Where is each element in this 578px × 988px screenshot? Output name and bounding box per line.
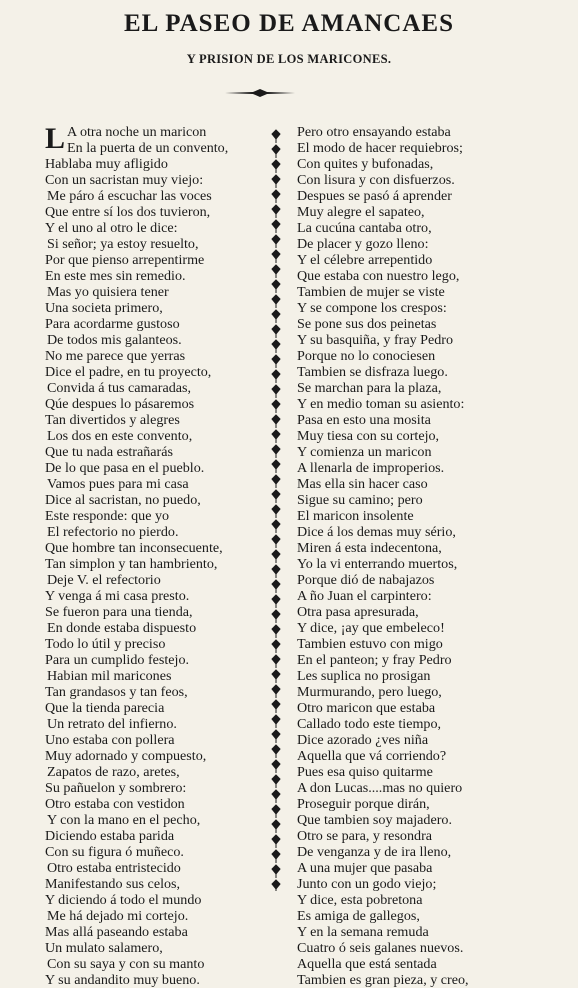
- verse-line: [45, 508, 223, 524]
- verse-line: [45, 844, 223, 860]
- verse-text: La cucúna cantaba otro,: [297, 220, 432, 236]
- fleuron-icon: [272, 820, 280, 833]
- verse-text: Zapatos de razo, aretes,: [47, 764, 180, 780]
- fleuron-icon: [272, 250, 280, 263]
- verse-text: A don Lucas....mas no quiero: [297, 780, 463, 796]
- verse-line: [297, 908, 469, 924]
- verse-text: Y el uno al otro le dice:: [45, 220, 178, 236]
- verse-text: Uno estaba con pollera: [45, 732, 175, 748]
- verse-text: Con un sacristan muy viejo:: [45, 172, 204, 188]
- verse-line: [297, 300, 469, 316]
- fleuron-icon: [272, 235, 280, 248]
- verse-text: No me parece que yerras: [45, 348, 186, 364]
- verse-text: Una societa primero,: [45, 300, 163, 316]
- fleuron-icon: [272, 355, 280, 368]
- verse-text: Este responde: que yo: [45, 508, 170, 524]
- verse-line: [297, 924, 469, 940]
- verse-line: [297, 780, 469, 796]
- verse-line: [297, 540, 469, 556]
- verse-text: Y en medio toman su asiento:: [297, 396, 465, 412]
- verse-line: [45, 860, 223, 876]
- verse-line: [297, 668, 469, 684]
- verse-text: Que tu nada estrañarás: [45, 444, 173, 460]
- verse-line: [45, 364, 223, 380]
- verse-line: [45, 492, 223, 508]
- verse-line: [297, 620, 469, 636]
- verse-line: [297, 732, 469, 748]
- verse-line: [45, 172, 223, 188]
- fleuron-icon: [272, 130, 280, 143]
- fleuron-icon: [272, 625, 280, 638]
- fleuron-icon: [272, 370, 280, 383]
- verse-line: [45, 284, 223, 300]
- verse-line: [297, 124, 469, 140]
- verse-text: Proseguir porque dirán,: [297, 796, 430, 812]
- fleuron-icon: [272, 805, 280, 818]
- verse-text: Vamos pues para mi casa: [47, 476, 189, 492]
- verse-line: [297, 892, 469, 908]
- verse-line: [45, 236, 223, 252]
- fleuron-icon: [272, 880, 280, 891]
- verse-text: De venganza y de ira lleno,: [297, 844, 452, 860]
- verse-text: Y dice, ¡ay que embeleco!: [297, 620, 445, 636]
- verse-text: A ño Juan el carpintero:: [297, 588, 432, 604]
- fleuron-icon: [272, 445, 280, 458]
- verse-line: [45, 684, 223, 700]
- fleuron-icon: [272, 730, 280, 743]
- verse-text: Un mulato salamero,: [45, 940, 163, 956]
- verse-text: Qúe despues lo pásaremos: [45, 396, 195, 412]
- verse-line: [45, 204, 223, 220]
- fleuron-icon: [272, 145, 280, 158]
- fleuron-icon: [272, 400, 280, 413]
- verse-text: Todo lo útil y preciso: [45, 636, 166, 652]
- verse-text: En donde estaba dispuesto: [47, 620, 197, 636]
- verse-line: [45, 924, 223, 940]
- verse-text: Si señor; ya estoy resuelto,: [47, 236, 199, 252]
- verse-line: [297, 700, 469, 716]
- fleuron-icon: [272, 310, 280, 323]
- fleuron-icon: [272, 685, 280, 698]
- verse-line: [45, 460, 223, 476]
- verse-text: En este mes sin remedio.: [45, 268, 186, 284]
- verse-line: [45, 556, 223, 572]
- verse-text: En el panteon; y fray Pedro: [297, 652, 452, 668]
- verse-text: De placer y gozo lleno:: [297, 236, 429, 252]
- verse-text: Se fueron para una tienda,: [45, 604, 193, 620]
- verse-text: Dice azorado ¿ves niña: [297, 732, 429, 748]
- verse-text: Los dos en este convento,: [47, 428, 193, 444]
- verse-text: Con su saya y con su manto: [47, 956, 205, 972]
- verse-line: [45, 604, 223, 620]
- drop-cap: L: [45, 122, 66, 155]
- fleuron-icon: [272, 295, 280, 308]
- verse-text: Muy adornado y compuesto,: [45, 748, 207, 764]
- verse-text: Su pañuelon y sombrero:: [45, 780, 187, 796]
- verse-line: [45, 876, 223, 892]
- verse-text: Y con la mano en el pecho,: [47, 812, 201, 828]
- fleuron-icon: [272, 775, 280, 788]
- verse-line: [45, 300, 223, 316]
- fleuron-icon: [272, 340, 280, 353]
- verse-text: Y su basquiña, y fray Pedro: [297, 332, 454, 348]
- verse-text: Otro maricon que estaba: [297, 700, 436, 716]
- fleuron-icon: [272, 385, 280, 398]
- verse-text: Con su figura ó muñeco.: [45, 844, 184, 860]
- fleuron-icon: [272, 715, 280, 728]
- fleuron-icon: [272, 205, 280, 218]
- verse-text: Con quites y bufonadas,: [297, 156, 434, 172]
- verse-line: [297, 556, 469, 572]
- verse-text: Miren á esta indecentona,: [297, 540, 442, 556]
- verse-text: Hablaba muy afligido: [45, 156, 168, 172]
- verse-line: [45, 220, 223, 236]
- verse-line: [297, 876, 469, 892]
- verse-line: [45, 252, 223, 268]
- verse-text: Otro estaba entristecido: [47, 860, 181, 876]
- verse-text: Junto con un godo viejo;: [297, 876, 437, 892]
- verse-line: [297, 764, 469, 780]
- verse-line: [45, 636, 223, 652]
- verse-line: [45, 540, 223, 556]
- verse-line: [297, 252, 469, 268]
- verse-line: [297, 156, 469, 172]
- verse-line: [45, 748, 223, 764]
- verse-line: [297, 748, 469, 764]
- verse-text: Que estaba con nuestro lego,: [297, 268, 460, 284]
- fleuron-icon: [272, 265, 280, 278]
- verse-text: Para acordarme gustoso: [45, 316, 180, 332]
- verse-text: Y venga á mi casa presto.: [45, 588, 190, 604]
- verse-line: [297, 140, 469, 156]
- fleuron-icon: [272, 325, 280, 338]
- verse-line: [297, 652, 469, 668]
- verse-line: [45, 380, 223, 396]
- verse-text: Que la tienda parecia: [45, 700, 165, 716]
- verse-line: [297, 316, 469, 332]
- verse-line: [45, 972, 223, 988]
- verse-text: Y diciendo á todo el mundo: [45, 892, 202, 908]
- fleuron-icon: [272, 790, 280, 803]
- verse-line: [297, 588, 469, 604]
- fleuron-icon: [272, 175, 280, 188]
- verse-line: [297, 428, 469, 444]
- verse-text: Y el célebre arrepentido: [297, 252, 433, 268]
- vertical-ornament-divider: [266, 126, 286, 891]
- verse-text: Mas allá paseando estaba: [45, 924, 188, 940]
- verse-text: Pues esa quiso quitarme: [297, 764, 433, 780]
- fleuron-icon: [272, 550, 280, 563]
- verse-line: [297, 236, 469, 252]
- verse-line: [297, 172, 469, 188]
- verse-text: Muy tiesa con su cortejo,: [297, 428, 440, 444]
- fleuron-icon: [272, 475, 280, 488]
- verse-line: [45, 956, 223, 972]
- verse-text: Convida á tus camaradas,: [47, 380, 192, 396]
- verse-line: [45, 396, 223, 412]
- poem-right-column: [297, 124, 469, 988]
- verse-line: [297, 492, 469, 508]
- verse-text: Dice al sacristan, no puedo,: [45, 492, 201, 508]
- page-subtitle: Y PRISION DE LOS MARICONES.: [186, 52, 392, 66]
- verse-line: [297, 220, 469, 236]
- verse-line: [45, 188, 223, 204]
- verse-line: [45, 412, 223, 428]
- verse-line: [45, 892, 223, 908]
- verse-text: Otro se para, y resondra: [297, 828, 433, 844]
- verse-text: A una mujer que pasaba: [297, 860, 433, 876]
- verse-line: [297, 508, 469, 524]
- verse-line: [45, 444, 223, 460]
- fleuron-icon: [272, 505, 280, 518]
- verse-text: El modo de hacer requiebros;: [297, 140, 463, 156]
- ornament-rule-icon: [225, 88, 295, 98]
- fleuron-icon: [272, 535, 280, 548]
- fleuron-icon: [272, 190, 280, 203]
- verse-line: [297, 284, 469, 300]
- verse-line: [45, 140, 229, 156]
- verse-line: [45, 348, 223, 364]
- verse-line: [297, 476, 469, 492]
- verse-text: Por que pienso arrepentirme: [45, 252, 205, 268]
- verse-text: Sigue su camino; pero: [297, 492, 423, 508]
- verse-line: [297, 460, 469, 476]
- verse-text: Tambien es gran pieza, y creo,: [297, 972, 469, 988]
- verse-text: Que hombre tan inconsecuente,: [45, 540, 223, 556]
- verse-line: [45, 716, 223, 732]
- fleuron-icon: [272, 490, 280, 503]
- verse-text: De todos mis galanteos.: [47, 332, 182, 348]
- fleuron-icon: [272, 460, 280, 473]
- verse-line: [45, 764, 223, 780]
- verse-text: Yo la vi enterrando muertos,: [297, 556, 458, 572]
- verse-text: El maricon insolente: [297, 508, 414, 524]
- fleuron-icon: [272, 520, 280, 533]
- verse-text: Se marchan para la plaza,: [297, 380, 442, 396]
- fleuron-icon: [272, 700, 280, 713]
- verse-line: [297, 716, 469, 732]
- fleuron-icon: [272, 430, 280, 443]
- fleuron-icon: [272, 640, 280, 653]
- verse-text: El refectorio no pierdo.: [47, 524, 179, 540]
- poem-left-column: [45, 122, 229, 988]
- verse-text: Mas ella sin hacer caso: [297, 476, 428, 492]
- verse-text: A llenarla de improperios.: [297, 460, 445, 476]
- verse-text: Aquella que está sentada: [297, 956, 437, 972]
- verse-line: [45, 268, 223, 284]
- verse-text: Tan simplon y tan hambriento,: [45, 556, 218, 572]
- verse-text: Es amiga de gallegos,: [297, 908, 420, 924]
- fleuron-icon: [272, 595, 280, 608]
- verse-text: Aquella que vá corriendo?: [297, 748, 447, 764]
- verse-line: [297, 844, 469, 860]
- verse-text: Deje V. el refectorio: [47, 572, 161, 588]
- verse-text: Callado todo este tiempo,: [297, 716, 442, 732]
- verse-line: [297, 188, 469, 204]
- verse-text: Un retrato del infierno.: [47, 716, 177, 732]
- fleuron-icon: [272, 220, 280, 233]
- verse-line: [45, 156, 223, 172]
- verse-line: [45, 588, 223, 604]
- verse-line: [297, 828, 469, 844]
- verse-text: Porque no lo conociesen: [297, 348, 436, 364]
- verse-text: Y dice, esta pobretona: [297, 892, 423, 908]
- verse-line: [297, 940, 469, 956]
- verse-text: Mas yo quisiera tener: [47, 284, 169, 300]
- verse-line: [297, 572, 469, 588]
- fleuron-icon: [272, 565, 280, 578]
- verse-text: Cuatro ó seis galanes nuevos.: [297, 940, 464, 956]
- verse-text: Porque dió de nabajazos: [297, 572, 435, 588]
- verse-line: [45, 780, 223, 796]
- verse-text: Muy alegre el sapateo,: [297, 204, 425, 220]
- fleuron-icon: [272, 280, 280, 293]
- verse-text: Tambien se disfraza luego.: [297, 364, 448, 380]
- verse-line: [45, 812, 223, 828]
- verse-line: [45, 796, 223, 812]
- verse-text: Y se compone los crespos:: [297, 300, 447, 316]
- verse-text: Que entre sí los dos tuvieron,: [45, 204, 211, 220]
- verse-line: [45, 620, 223, 636]
- verse-line: [45, 828, 223, 844]
- verse-text: En la puerta de un convento,: [67, 140, 229, 156]
- verse-line: [45, 316, 223, 332]
- verse-line: [297, 348, 469, 364]
- verse-line: [45, 428, 223, 444]
- verse-text: Manifestando sus celos,: [45, 876, 181, 892]
- verse-text: Diciendo estaba parida: [45, 828, 175, 844]
- verse-text: Murmurando, pero luego,: [297, 684, 442, 700]
- verse-line: [297, 684, 469, 700]
- verse-text: Con lisura y con disfuerzos.: [297, 172, 455, 188]
- verse-text: Tan grandasos y tan feos,: [45, 684, 188, 700]
- verse-text: Tan divertidos y alegres: [45, 412, 180, 428]
- fleuron-icon: [272, 835, 280, 848]
- verse-line: [45, 668, 223, 684]
- fleuron-icon: [272, 610, 280, 623]
- verse-text: Pero otro ensayando estaba: [297, 124, 451, 140]
- verse-line: [297, 636, 469, 652]
- verse-line: [297, 364, 469, 380]
- verse-text: Que tambien soy majadero.: [297, 812, 452, 828]
- verse-line: [297, 860, 469, 876]
- verse-line: [297, 380, 469, 396]
- verse-text: Otro estaba con vestidon: [45, 796, 185, 812]
- fleuron-icon: [272, 745, 280, 758]
- verse-text: Me há dejado mi cortejo.: [47, 908, 189, 924]
- verse-text: Tambien de mujer se viste: [297, 284, 445, 300]
- verse-text: Dice el padre, en tu proyecto,: [45, 364, 212, 380]
- verse-text: Para un cumplido festejo.: [45, 652, 190, 668]
- verse-text: Les suplica no prosigan: [297, 668, 431, 684]
- page-title: EL PASEO DE AMANCAES: [123, 10, 454, 37]
- verse-line: [297, 956, 469, 972]
- verse-line: [45, 700, 223, 716]
- verse-line: [297, 444, 469, 460]
- verse-line: [45, 732, 223, 748]
- verse-line: [297, 332, 469, 348]
- verse-text: Y su andandito muy bueno.: [45, 972, 200, 988]
- verse-text: Y comienza un maricon: [297, 444, 432, 460]
- verse-line: [297, 204, 469, 220]
- fleuron-icon: [272, 160, 280, 173]
- verse-line: [297, 796, 469, 812]
- verse-text: Despues se pasó á aprender: [297, 188, 452, 204]
- verse-text: Dice á los demas muy sério,: [297, 524, 456, 540]
- fleuron-icon: [272, 670, 280, 683]
- verse-text: Tambien estuvo con migo: [297, 636, 443, 652]
- verse-line: [297, 972, 469, 988]
- verse-line: [45, 476, 223, 492]
- verse-line: [297, 412, 469, 428]
- verse-text: Habian mil maricones: [47, 668, 172, 684]
- verse-line: [297, 524, 469, 540]
- verse-line: [45, 524, 223, 540]
- verse-text: A otra noche un maricon: [67, 124, 207, 140]
- verse-text: Y en la semana remuda: [297, 924, 429, 940]
- verse-line: [45, 332, 223, 348]
- fleuron-icon: [272, 580, 280, 593]
- verse-text: Pasa en esto una mosita: [297, 412, 431, 428]
- fleuron-icon: [272, 415, 280, 428]
- fleuron-icon: [272, 850, 280, 863]
- fleuron-icon: [272, 655, 280, 668]
- verse-line: [297, 604, 469, 620]
- verse-line: [45, 572, 223, 588]
- verse-line: [297, 268, 469, 284]
- fleuron-icon: [272, 865, 280, 878]
- verse-line: [45, 652, 223, 668]
- verse-line: [45, 940, 223, 956]
- verse-text: Me páro á escuchar las voces: [47, 188, 212, 204]
- verse-text: Otra pasa apresurada,: [297, 604, 419, 620]
- verse-line: [297, 812, 469, 828]
- verse-text: Se pone sus dos peinetas: [297, 316, 437, 332]
- verse-line: [45, 908, 223, 924]
- verse-line: [297, 396, 469, 412]
- verse-text: De lo que pasa en el pueblo.: [45, 460, 205, 476]
- fleuron-icon: [272, 760, 280, 773]
